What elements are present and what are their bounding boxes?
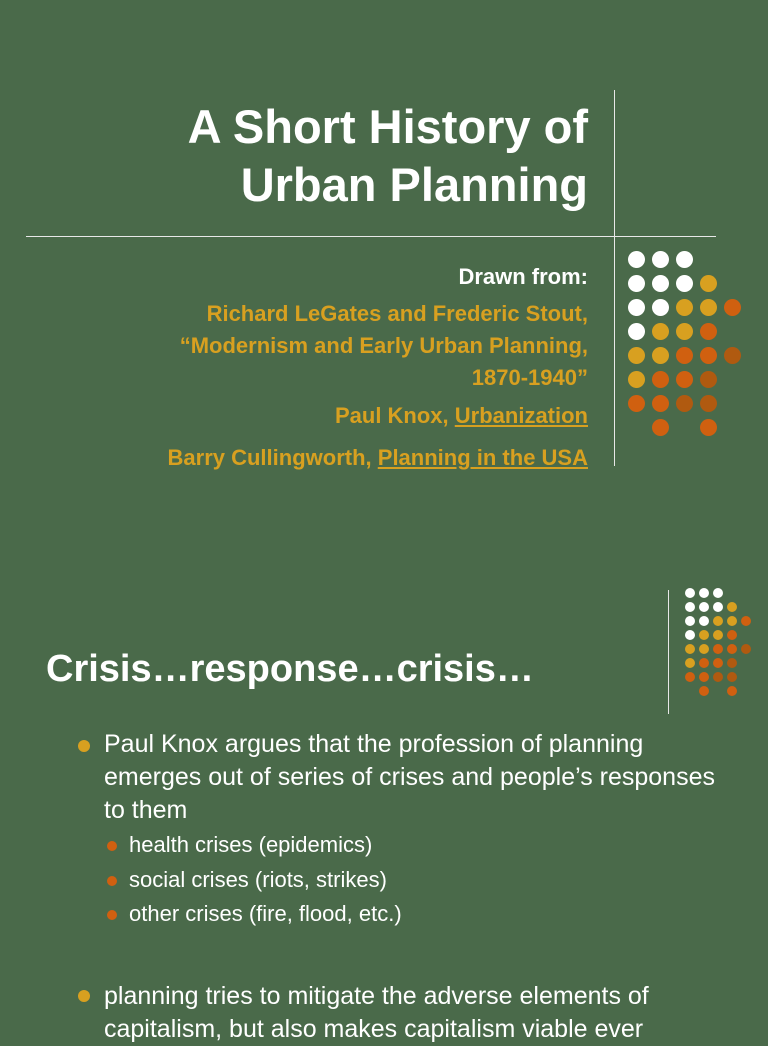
bullet-text: planning tries to mitigate the adverse elements of capitalism, but also makes capitalism viable ever <box>104 982 649 1043</box>
reference-knox-title: Urbanization <box>454 403 588 428</box>
vertical-divider <box>668 590 669 714</box>
decorative-dot <box>685 602 695 612</box>
decorative-dot <box>699 630 709 640</box>
decorative-dot <box>727 630 737 640</box>
slide-heading: Crisis…response…crisis… <box>46 648 534 690</box>
reference-cullingworth-title: Planning in the USA <box>377 445 588 470</box>
decorative-dot <box>676 275 693 292</box>
decorative-dot <box>713 588 723 598</box>
decorative-dot <box>699 616 709 626</box>
decorative-dot <box>699 588 709 598</box>
decorative-dot <box>652 395 669 412</box>
decorative-dot <box>676 395 693 412</box>
decorative-dot <box>700 299 717 316</box>
decorative-dot <box>628 347 645 364</box>
decorative-dot <box>700 275 717 292</box>
decorative-dot <box>699 644 709 654</box>
reference-legates-line-2: “Modernism and Early Urban Planning, <box>179 333 588 358</box>
reference-legates-line-3: 1870-1940” <box>471 365 588 390</box>
bullet-icon <box>78 740 90 752</box>
decorative-dot <box>727 686 737 696</box>
decorative-dot <box>676 347 693 364</box>
sub-bullet-icon <box>107 841 117 851</box>
slide-title <box>68 98 588 214</box>
decorative-dot <box>676 371 693 388</box>
decorative-dot <box>699 658 709 668</box>
decorative-dot <box>652 275 669 292</box>
reference-knox-author: Paul Knox, <box>334 403 455 428</box>
decorative-dot <box>652 419 669 436</box>
bullet-icon <box>78 990 90 1002</box>
decorative-dot <box>699 602 709 612</box>
decorative-dot <box>741 616 751 626</box>
decorative-dot <box>700 395 717 412</box>
decorative-dot <box>699 686 709 696</box>
decorative-dot <box>685 616 695 626</box>
decorative-dot <box>741 644 751 654</box>
reference-cullingworth <box>28 442 588 474</box>
decorative-dot <box>628 251 645 268</box>
decorative-dot <box>713 672 723 682</box>
vertical-divider <box>614 90 615 466</box>
horizontal-divider <box>26 236 716 237</box>
drawn-from-label: Drawn from: <box>458 264 588 289</box>
title-line-2: Urban Planning <box>240 158 588 211</box>
decorative-dot <box>713 630 723 640</box>
decorative-dot <box>685 672 695 682</box>
title-line-1: A Short History of <box>187 100 588 153</box>
decorative-dot <box>727 644 737 654</box>
decorative-dot <box>700 371 717 388</box>
references-block <box>28 262 588 474</box>
decorative-dot <box>699 672 709 682</box>
decorative-dot <box>685 658 695 668</box>
decorative-dot <box>724 347 741 364</box>
decorative-dot <box>628 299 645 316</box>
decorative-dot <box>685 588 695 598</box>
decorative-dot <box>724 299 741 316</box>
decorative-dot <box>652 347 669 364</box>
decorative-dot <box>727 602 737 612</box>
decorative-dot <box>700 419 717 436</box>
decorative-dot <box>628 371 645 388</box>
decorative-dot <box>676 299 693 316</box>
decorative-dot <box>727 672 737 682</box>
decorative-dot <box>628 275 645 292</box>
reference-knox <box>28 400 588 432</box>
decorative-dot <box>727 616 737 626</box>
decorative-dot <box>713 602 723 612</box>
decorative-dot <box>700 347 717 364</box>
reference-legates-line-1: Richard LeGates and Frederic Stout, <box>206 301 588 326</box>
sub-bullet-text: other crises (fire, flood, etc.) <box>129 901 402 926</box>
sub-bullet-icon <box>107 910 117 920</box>
decorative-dot <box>652 251 669 268</box>
title-slide <box>0 0 768 520</box>
decorative-dot <box>652 323 669 340</box>
decorative-dot <box>685 644 695 654</box>
decorative-dot <box>628 395 645 412</box>
content-slide <box>0 560 768 1043</box>
decorative-dot <box>628 323 645 340</box>
decorative-dot <box>652 371 669 388</box>
sub-bullet-text: social crises (riots, strikes) <box>129 867 387 892</box>
decorative-dot <box>685 630 695 640</box>
decorative-dot <box>713 644 723 654</box>
decorative-dot <box>713 616 723 626</box>
sub-bullet-icon <box>107 876 117 886</box>
decorative-dot <box>727 658 737 668</box>
decorative-dot <box>676 323 693 340</box>
decorative-dot <box>700 323 717 340</box>
sub-bullet-text: health crises (epidemics) <box>129 832 373 857</box>
decorative-dot <box>676 251 693 268</box>
bullet-text: Paul Knox argues that the profession of planning emerges out of series of crises and people’s responses to them <box>104 730 715 824</box>
decorative-dot <box>652 299 669 316</box>
reference-cullingworth-author: Barry Cullingworth, <box>167 445 378 470</box>
decorative-dot <box>713 658 723 668</box>
